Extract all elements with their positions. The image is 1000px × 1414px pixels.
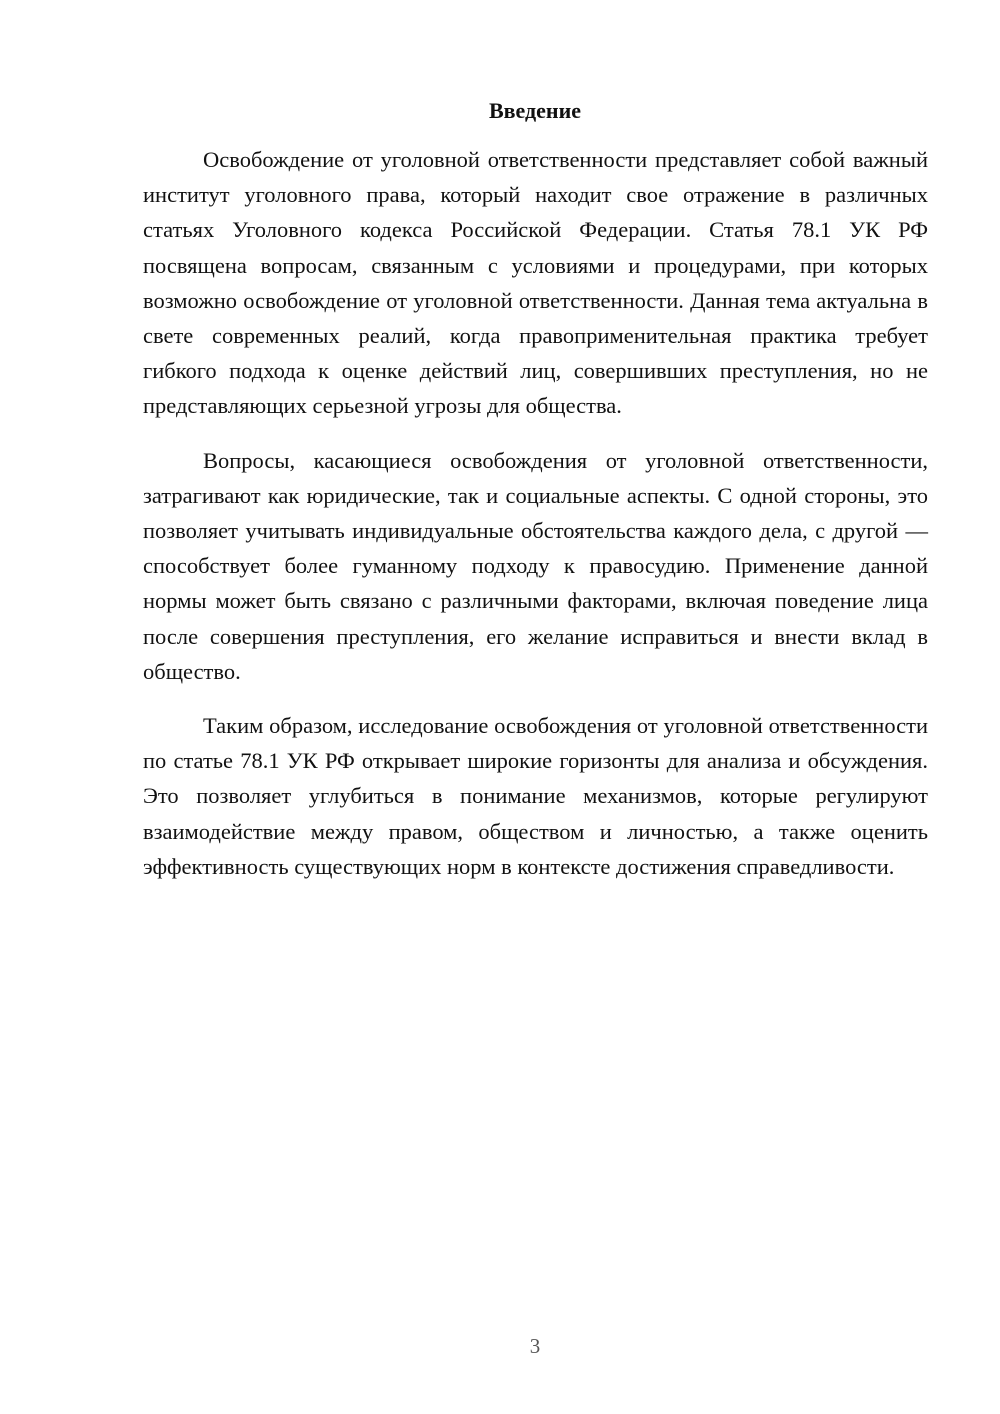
paragraph-3: Таким образом, исследование освобождения от уголовной ответственности по статье 78.1 УК РФ открывает широкие горизонты для анализа и обсуждения. Это позволяет углубиться в понимание механизмов, которые регулируют взаимодействие между правом, обществом и личностью, а также оценить эффективность существующих норм в контексте достижения справедливости. bbox=[143, 713, 928, 879]
paragraph-1: Освобождение от уголовной ответственности представляет собой важный институт уголовного права, который находит свое отражение в различных статьях Уголовного кодекса Российской Федерации. Статья 78.1 УК РФ посвящена вопросам, связанным с условиями и процедурами, при которых возможно освобождение от уголовной ответственности. Данная тема актуальна в свете современных реалий, когда правоприменительная практика требует гибкого подхода к оценке действий лиц, совершивших преступления, но не представляющих серьезной угрозы для общества. bbox=[143, 147, 928, 419]
paragraph-2: Вопросы, касающиеся освобождения от уголовной ответственности, затрагивают как юридические, так и социальные аспекты. С одной стороны, это позволяет учитывать индивидуальные обстоятельства каждого дела, с другой — способствует более гуманному подходу к правосудию. Применение данной нормы может быть связано с различными факторами, включая поведение лица после совершения преступления, его желание исправиться и внести вклад в общество. bbox=[143, 447, 928, 684]
page-number: 3 bbox=[529, 1334, 541, 1358]
body-text bbox=[143, 142, 928, 884]
section-heading: Введение bbox=[488, 98, 582, 123]
